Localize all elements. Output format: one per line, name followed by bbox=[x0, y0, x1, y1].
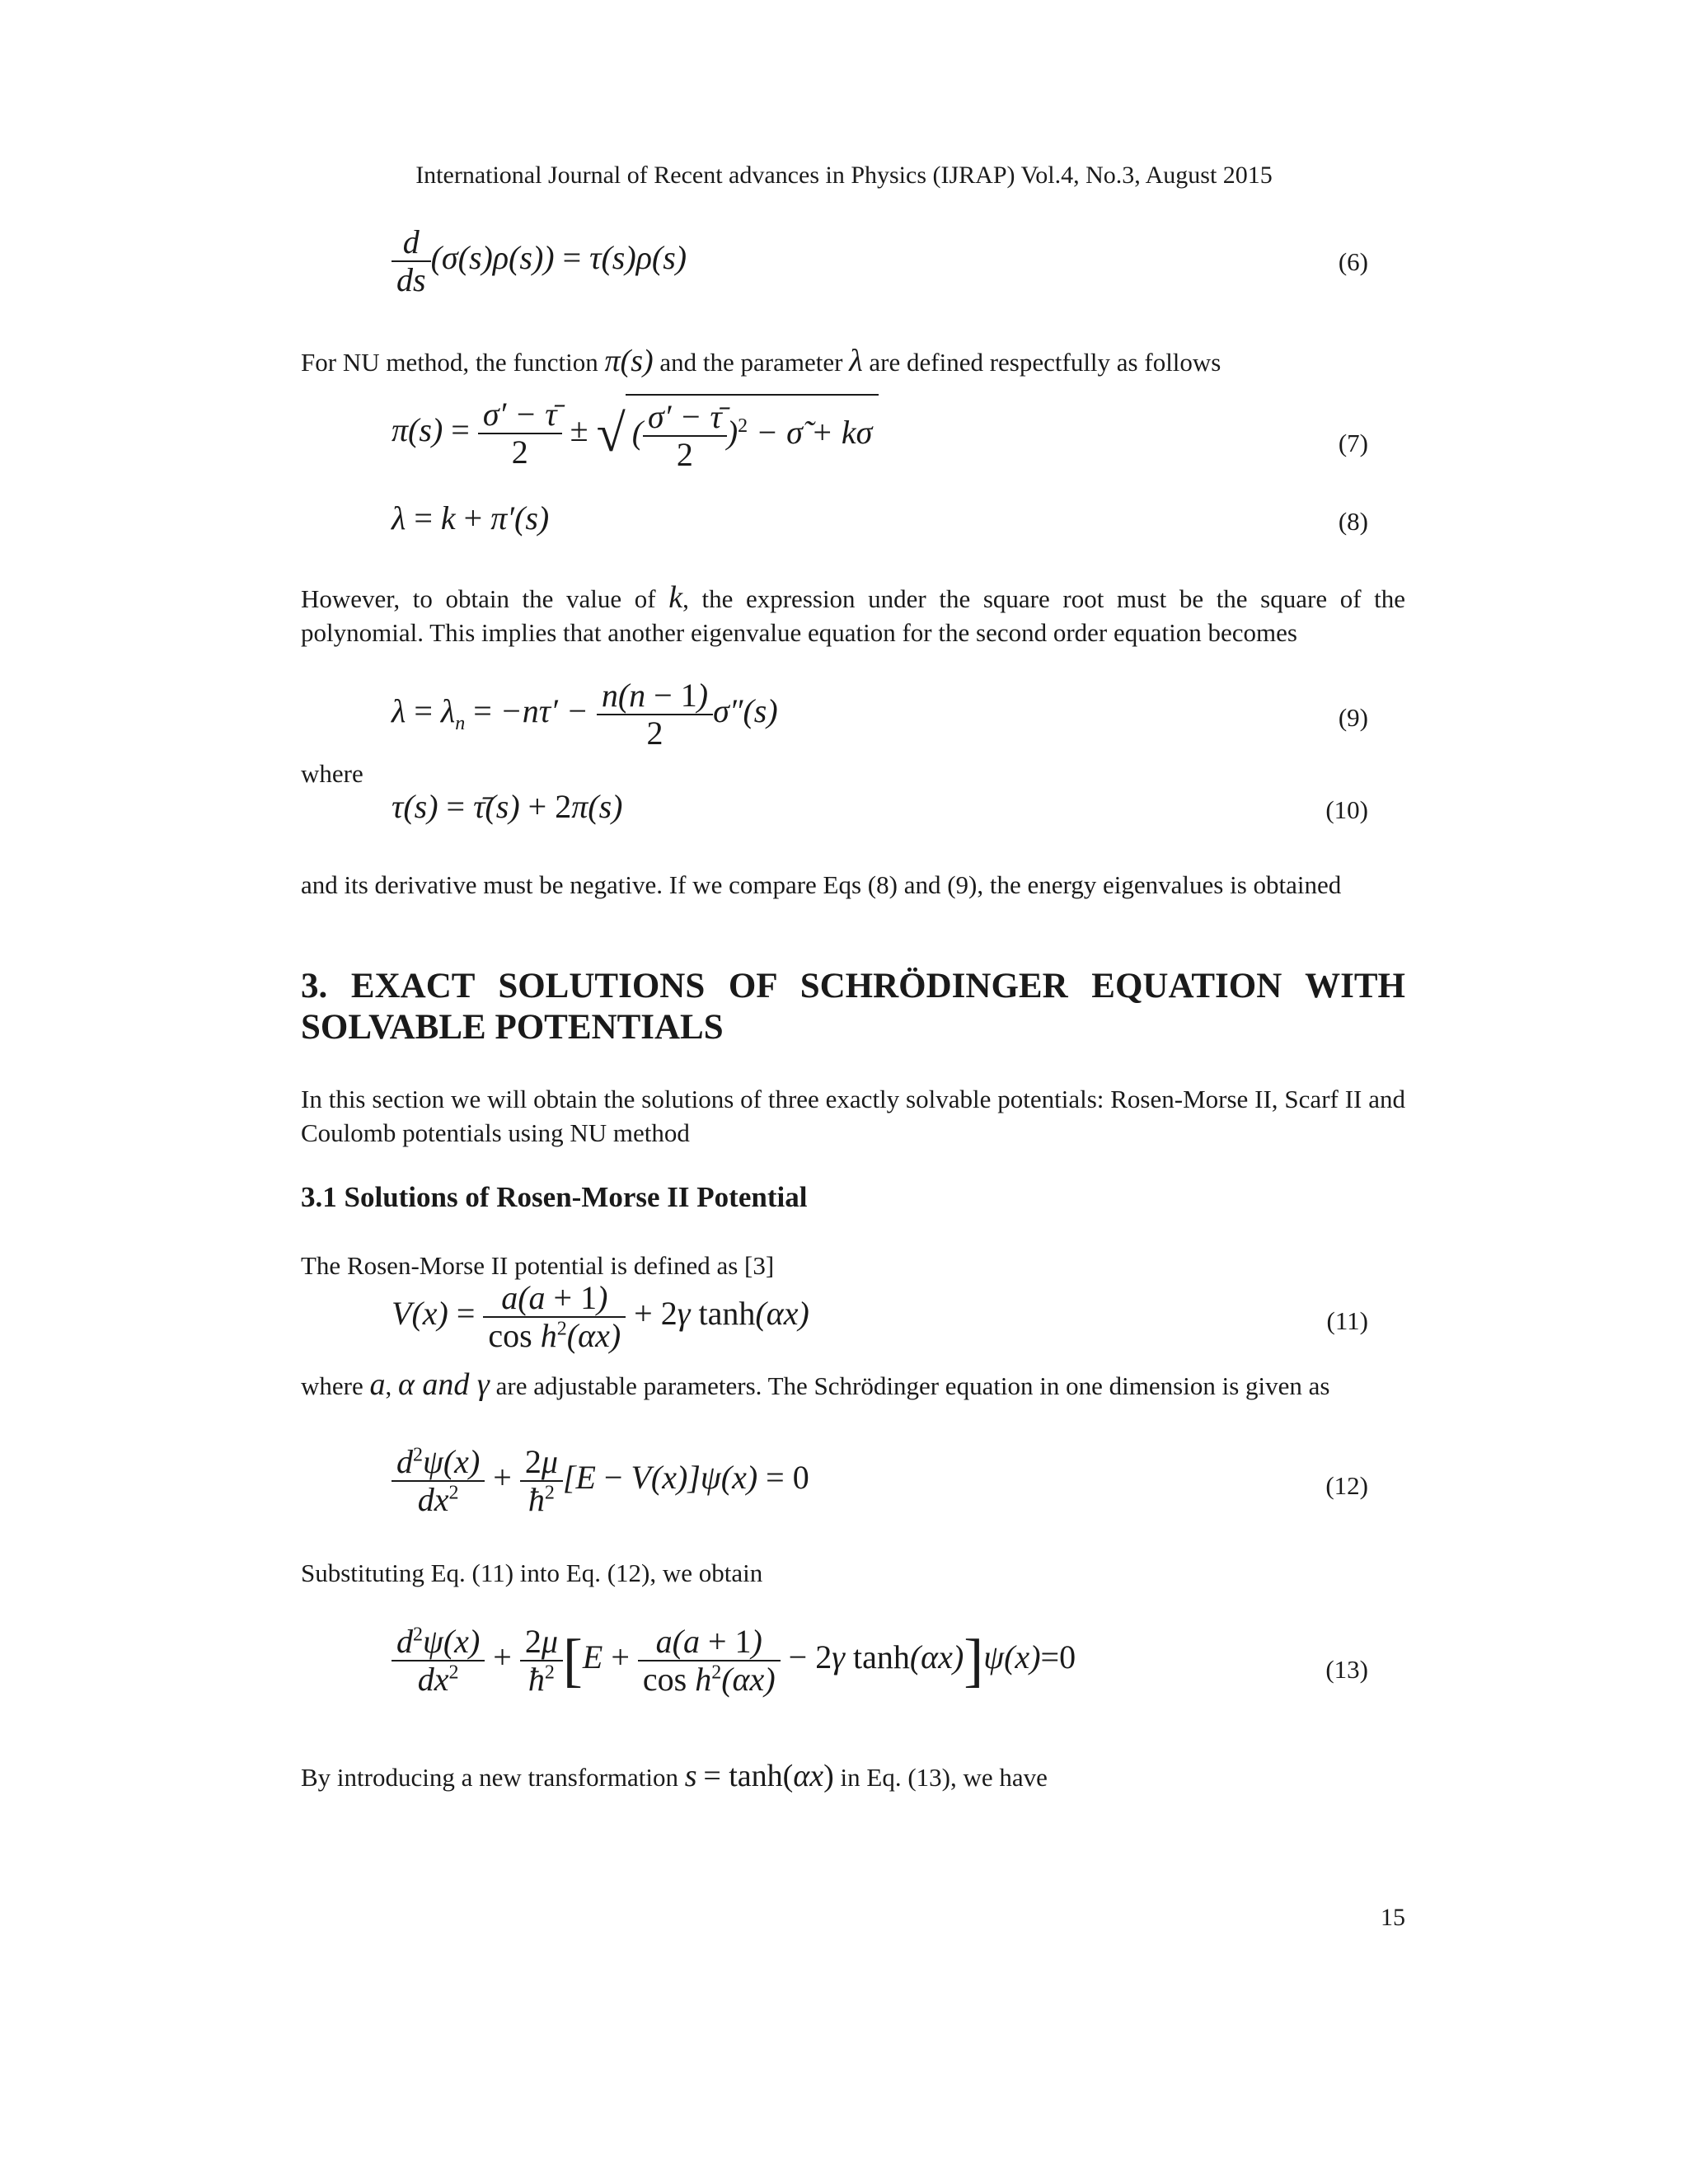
equation-13: $\frac{d^2\psi(x)}{dx^2}$ + $\frac{2\mu}{ħ^2}$ [E + $\frac{a(a + 1)}{\cos h^2(\alpha x)}$ − 2γ tanh(αx)]ψ(x)=0 bbox=[392, 1624, 1076, 1698]
equation-number-12: (12) bbox=[1325, 1471, 1368, 1500]
paragraph-however: However, to obtain the value of k, the expression under the square root must be the square of the polynomial. This implies that another eigenvalue equation for the second order equation becomes bbox=[301, 580, 1406, 647]
equation-11: V(x) = $\frac{a(a + 1)}{\cos h^2(\alpha x)}$ + 2γ tanh(αx) bbox=[392, 1279, 809, 1354]
paragraph-derivative: and its derivative must be negative. If we compare Eqs (8) and (9), the energy eigenvalues is obtained bbox=[301, 870, 1342, 899]
section-heading-3: 3. EXACT SOLUTIONS OF SCHRÖDINGER EQUATION WITH SOLVABLE POTENTIALS bbox=[301, 967, 1405, 1047]
equation-number-11: (11) bbox=[1326, 1306, 1368, 1335]
equation-number-10: (10) bbox=[1325, 795, 1368, 824]
paragraph-adjustable-params: where a, α and γ are adjustable parameters. The Schrödinger equation in one dimension is given as bbox=[301, 1367, 1330, 1402]
equation-12: $\frac{d^2\psi(x)}{dx^2}$ + $\frac{2\mu}{ħ^2}$ [E − V(x)]ψ(x) = 0 bbox=[392, 1444, 809, 1518]
equation-number-7: (7) bbox=[1338, 429, 1368, 457]
equation-number-9: (9) bbox=[1338, 703, 1368, 732]
running-header: International Journal of Recent advances in Physics (IJRAP) Vol.4, No.3, August 2015 bbox=[415, 162, 1273, 189]
equation-8: λ = k + π′(s) bbox=[392, 499, 550, 537]
equation-10: τ(s) = τ̄(s) + 2π(s) bbox=[392, 788, 623, 825]
paragraph-where: where bbox=[301, 759, 363, 788]
equation-number-6: (6) bbox=[1338, 247, 1368, 276]
paragraph-rosen-morse-definition: The Rosen-Morse II potential is defined as [3] bbox=[301, 1251, 775, 1280]
equation-6: $\frac{d}{ds}$ (σ(s)ρ(s)) = τ(s)ρ(s) bbox=[392, 224, 687, 298]
equation-number-13: (13) bbox=[1325, 1655, 1368, 1684]
paragraph-section-intro: In this section we will obtain the solutions of three exactly solvable potentials: Rosen-Morse II, Scarf II and Coulomb potentials using NU method bbox=[301, 1085, 1405, 1147]
subsection-heading-3-1: 3.1 Solutions of Rosen-Morse II Potential bbox=[301, 1181, 808, 1213]
equation-7: π(s) = $\frac{\sigma' - \taū}{2}$ ± √ ( $\frac{\sigma' - \taū}{2}$ )$^2$ − σ̃ + kσ bbox=[392, 394, 879, 473]
paragraph-substituting: Substituting Eq. (11) into Eq. (12), we obtain bbox=[301, 1558, 763, 1587]
paragraph-nu-method: For NU method, the function π(s) and the parameter λ are defined respectfully as follows bbox=[301, 344, 1221, 378]
page-number: 15 bbox=[1381, 1904, 1405, 1931]
equation-9: $\lambda = \lambda_n = -n\tau'$ − $\frac{n(n - 1)}{2}$ σ″(s) bbox=[392, 677, 778, 752]
equation-number-8: (8) bbox=[1338, 507, 1368, 536]
paragraph-transformation: By introducing a new transformation s = tanh(αx) in Eq. (13), we have bbox=[301, 1759, 1048, 1793]
